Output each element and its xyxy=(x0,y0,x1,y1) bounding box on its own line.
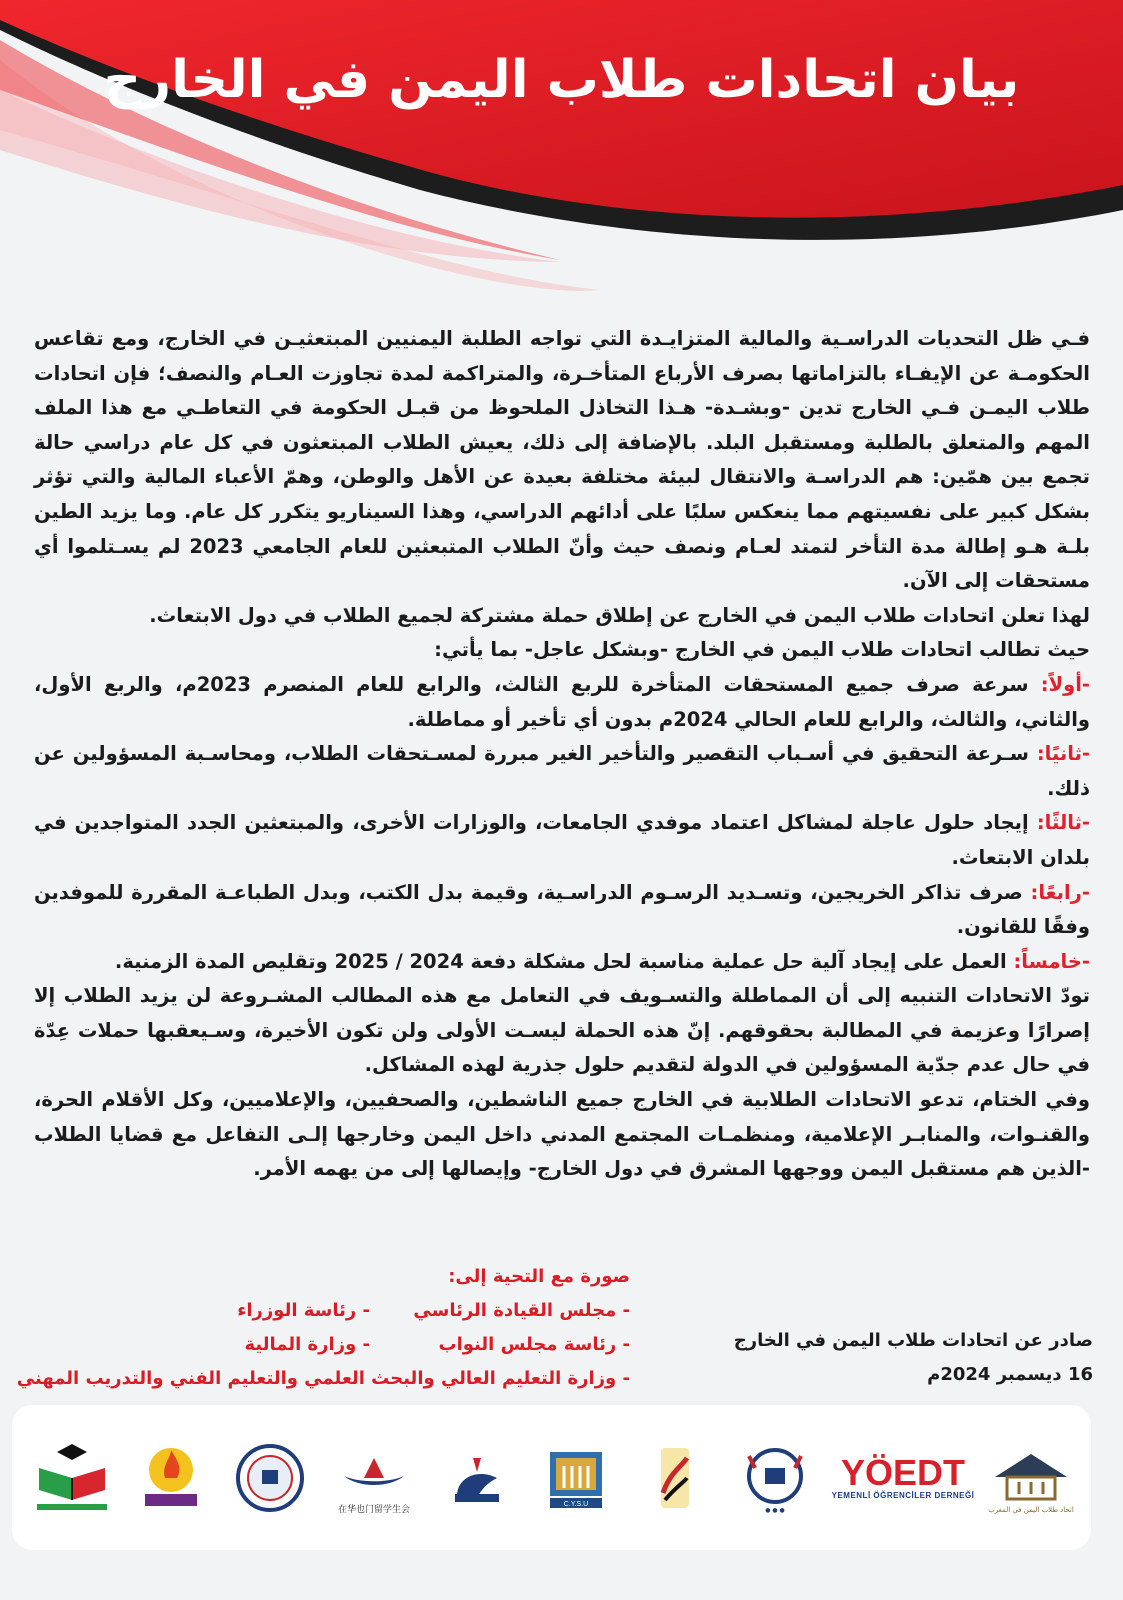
statement-body xyxy=(34,322,1090,1187)
header-banner xyxy=(0,0,1123,310)
cc-item: - وزارة المالية xyxy=(244,1334,370,1355)
warning-paragraph: تودّ الاتحادات التنبيه إلى أن المماطلة والتسـويف في التعامل مع هذه المطالب المشـروعة لن يزيد الطلاب إلا إصرارًا وعزيمة في المطالبة بحقوقهم. إنّ هذه الحملة ليسـت الأولى ولن تكون الأخيرة، وسـيعقبها حملات عِدّة في حال عدم جدّية المسؤولين في الدولة لتقديم حلول جذرية لهذه المشاكل. xyxy=(34,984,1090,1077)
issue-date: 16 ديسمبر 2024م xyxy=(927,1364,1093,1385)
yoedt-brand: YÖEDT xyxy=(841,1451,966,1493)
sudan-union-logo xyxy=(125,1432,217,1524)
cc-item: - وزارة التعليم العالي والبحث العلمي والتعليم الفني والتدريب المهني xyxy=(16,1368,630,1389)
malaysia-union-logo xyxy=(729,1432,821,1524)
page-title: بيان اتحادات طلاب اليمن في الخارج xyxy=(103,50,1020,110)
announcement-paragraph: لهذا تعلن اتحادات طلاب اليمن في الخارج عن إطلاق حملة مشتركة لجميع الطلاب في دول الابتعاث. xyxy=(149,603,1090,627)
cysu-brand: C.Y.S.U xyxy=(563,1500,589,1508)
pakistan-union-logo xyxy=(26,1432,118,1524)
svg-text:● ● ●: ● ● ● xyxy=(764,1506,785,1514)
morocco-union-logo xyxy=(985,1432,1077,1524)
logo-caption: اتحاد طلاب اليمن في المغرب xyxy=(988,1505,1075,1514)
issuer-name: صادر عن اتحادات طلاب اليمن في الخارج xyxy=(733,1330,1093,1351)
cc-item: - رئاسة الوزراء xyxy=(237,1300,370,1321)
issuer-block xyxy=(733,1324,1093,1392)
footer-block xyxy=(16,1260,1093,1410)
demand-prefix: -ثالثًا: xyxy=(1036,811,1090,835)
germany-union-logo xyxy=(629,1432,721,1524)
demand-prefix: -أولاً: xyxy=(1040,672,1090,696)
demand-item-4: -رابعًا: صرف تذاكر الخريجين، وتسـديد الرسـوم الدراسـية، وقيمة بدل الكتب، وبدل الطباعـة المقررة للموفدين وفقًا للقانون. xyxy=(34,880,1090,939)
iraq-union-logo xyxy=(224,1432,316,1524)
demand-item-1: -أولاً: سرعة صرف جميع المستحقات المتأخرة للربع الثالث، والرابع للعام المنصرم 2023م، والربع الأول، والثاني، والثالث، والرابع للعام الحالي 2024م بدون أي تأخير أو مماطلة. xyxy=(34,672,1090,731)
demands-intro-paragraph: حيث تطالب اتحادات طلاب اليمن في الخارج -وبشكل عاجل- بما يأتي: xyxy=(434,638,1090,662)
demand-item-2: -ثانيًا: سـرعة التحقيق في أسـباب التقصير والتأخير الغير مبررة لمسـتحقات الطلاب، ومحاسـبة المسؤولين عن ذلك. xyxy=(34,742,1090,800)
demand-prefix: -خامساً: xyxy=(1013,949,1090,973)
cysu-logo xyxy=(530,1432,622,1524)
demand-prefix: -رابعًا: xyxy=(1030,880,1090,904)
closing-paragraph: وفي الختام، تدعو الاتحادات الطلابية في الخارج جميع الناشطين، والصحفيين، والإعلاميين، وكل الأقلام الحرة، والقنـوات، والمنابـر الإعلامية، ومنظمـات المجتمع المدني داخل اليمن وخارجها إلـى التفاعل مع قضايا الطلاب -الذين هم مستقبل اليمن ووجهها المشرق في دول الخارج- وإيصالها إلى من يهمه الأمر. xyxy=(34,1088,1090,1181)
cc-item: - مجلس القيادة الرئاسي xyxy=(413,1300,630,1321)
china-union-logo xyxy=(324,1432,424,1524)
demand-prefix: -ثانيًا: xyxy=(1036,742,1090,766)
logo-caption: 在华也门留学生会 xyxy=(337,1504,410,1515)
header-wave-graphic xyxy=(0,0,1123,310)
demand-item-3: -ثالثًا: إيجاد حلول عاجلة لمشاكل اعتماد موفدي الجامعات، والوزارات الأخرى، والمبتعثين الجدد المتواجدين في بلدان الابتعاث. xyxy=(34,811,1090,869)
union-logos-strip xyxy=(12,1405,1091,1550)
cc-item: - رئاسة مجلس النواب xyxy=(438,1334,630,1355)
cc-title: صورة مع التحية إلى: xyxy=(448,1266,630,1287)
india-union-logo xyxy=(431,1432,523,1524)
demand-item-5: -خامساً: العمل على إيجاد آلية حل عملية مناسبة لحل مشكلة دفعة 2024 / 2025 وتقليص المدة الزمنية. xyxy=(114,949,1090,973)
logo-caption: YEMENLİ ÖĞRENCİLER DERNEĞİ xyxy=(831,1490,975,1500)
yoedt-logo xyxy=(828,1432,978,1524)
intro-paragraph: فـي ظل التحديات الدراسـية والمالية المتزايـدة التي تواجه الطلبة اليمنيين المبتعثيـن في الخارج، ومع تقاعس الحكومـة عن الإيفـاء بالتزاماتها بصرف الأرباع المتأخـرة، والمتراكمة لمدة تجاوزت العـام والنصف؛ فإن اتحادات طلاب اليمـن فـي الخارج تدين -وبشـدة- هـذا التخاذل الملحوظ من قبـل الحكومة في التعاطـي مع هذا الملف المهم والمتعلق بالطلبة ومستقبل البلد. بالإضافة إلى ذلك، يعيش الطلاب المبتعثون في كل عام دراسي حالة تجمع بين همّين: هم الدراسـة والانتقال لبيئة مختلفة بعيدة عن الأهل والوطن، وهمّ الأعباء المالية والتي تؤثر بشكل كبير على نفسيتهم مما ينعكس سلبًا على أدائهم الدراسي، وهذا السيناريو يتكرر كل عام. وما يزيد الطين بلـة هـو إطالة مدة التأخر لتمتد لعـام ونصف حيث وأنّ الطلاب المتبعثين للعام الجامعي 2023 لم يسـتلموا أي مستحقات إلى الآن. xyxy=(34,327,1090,593)
